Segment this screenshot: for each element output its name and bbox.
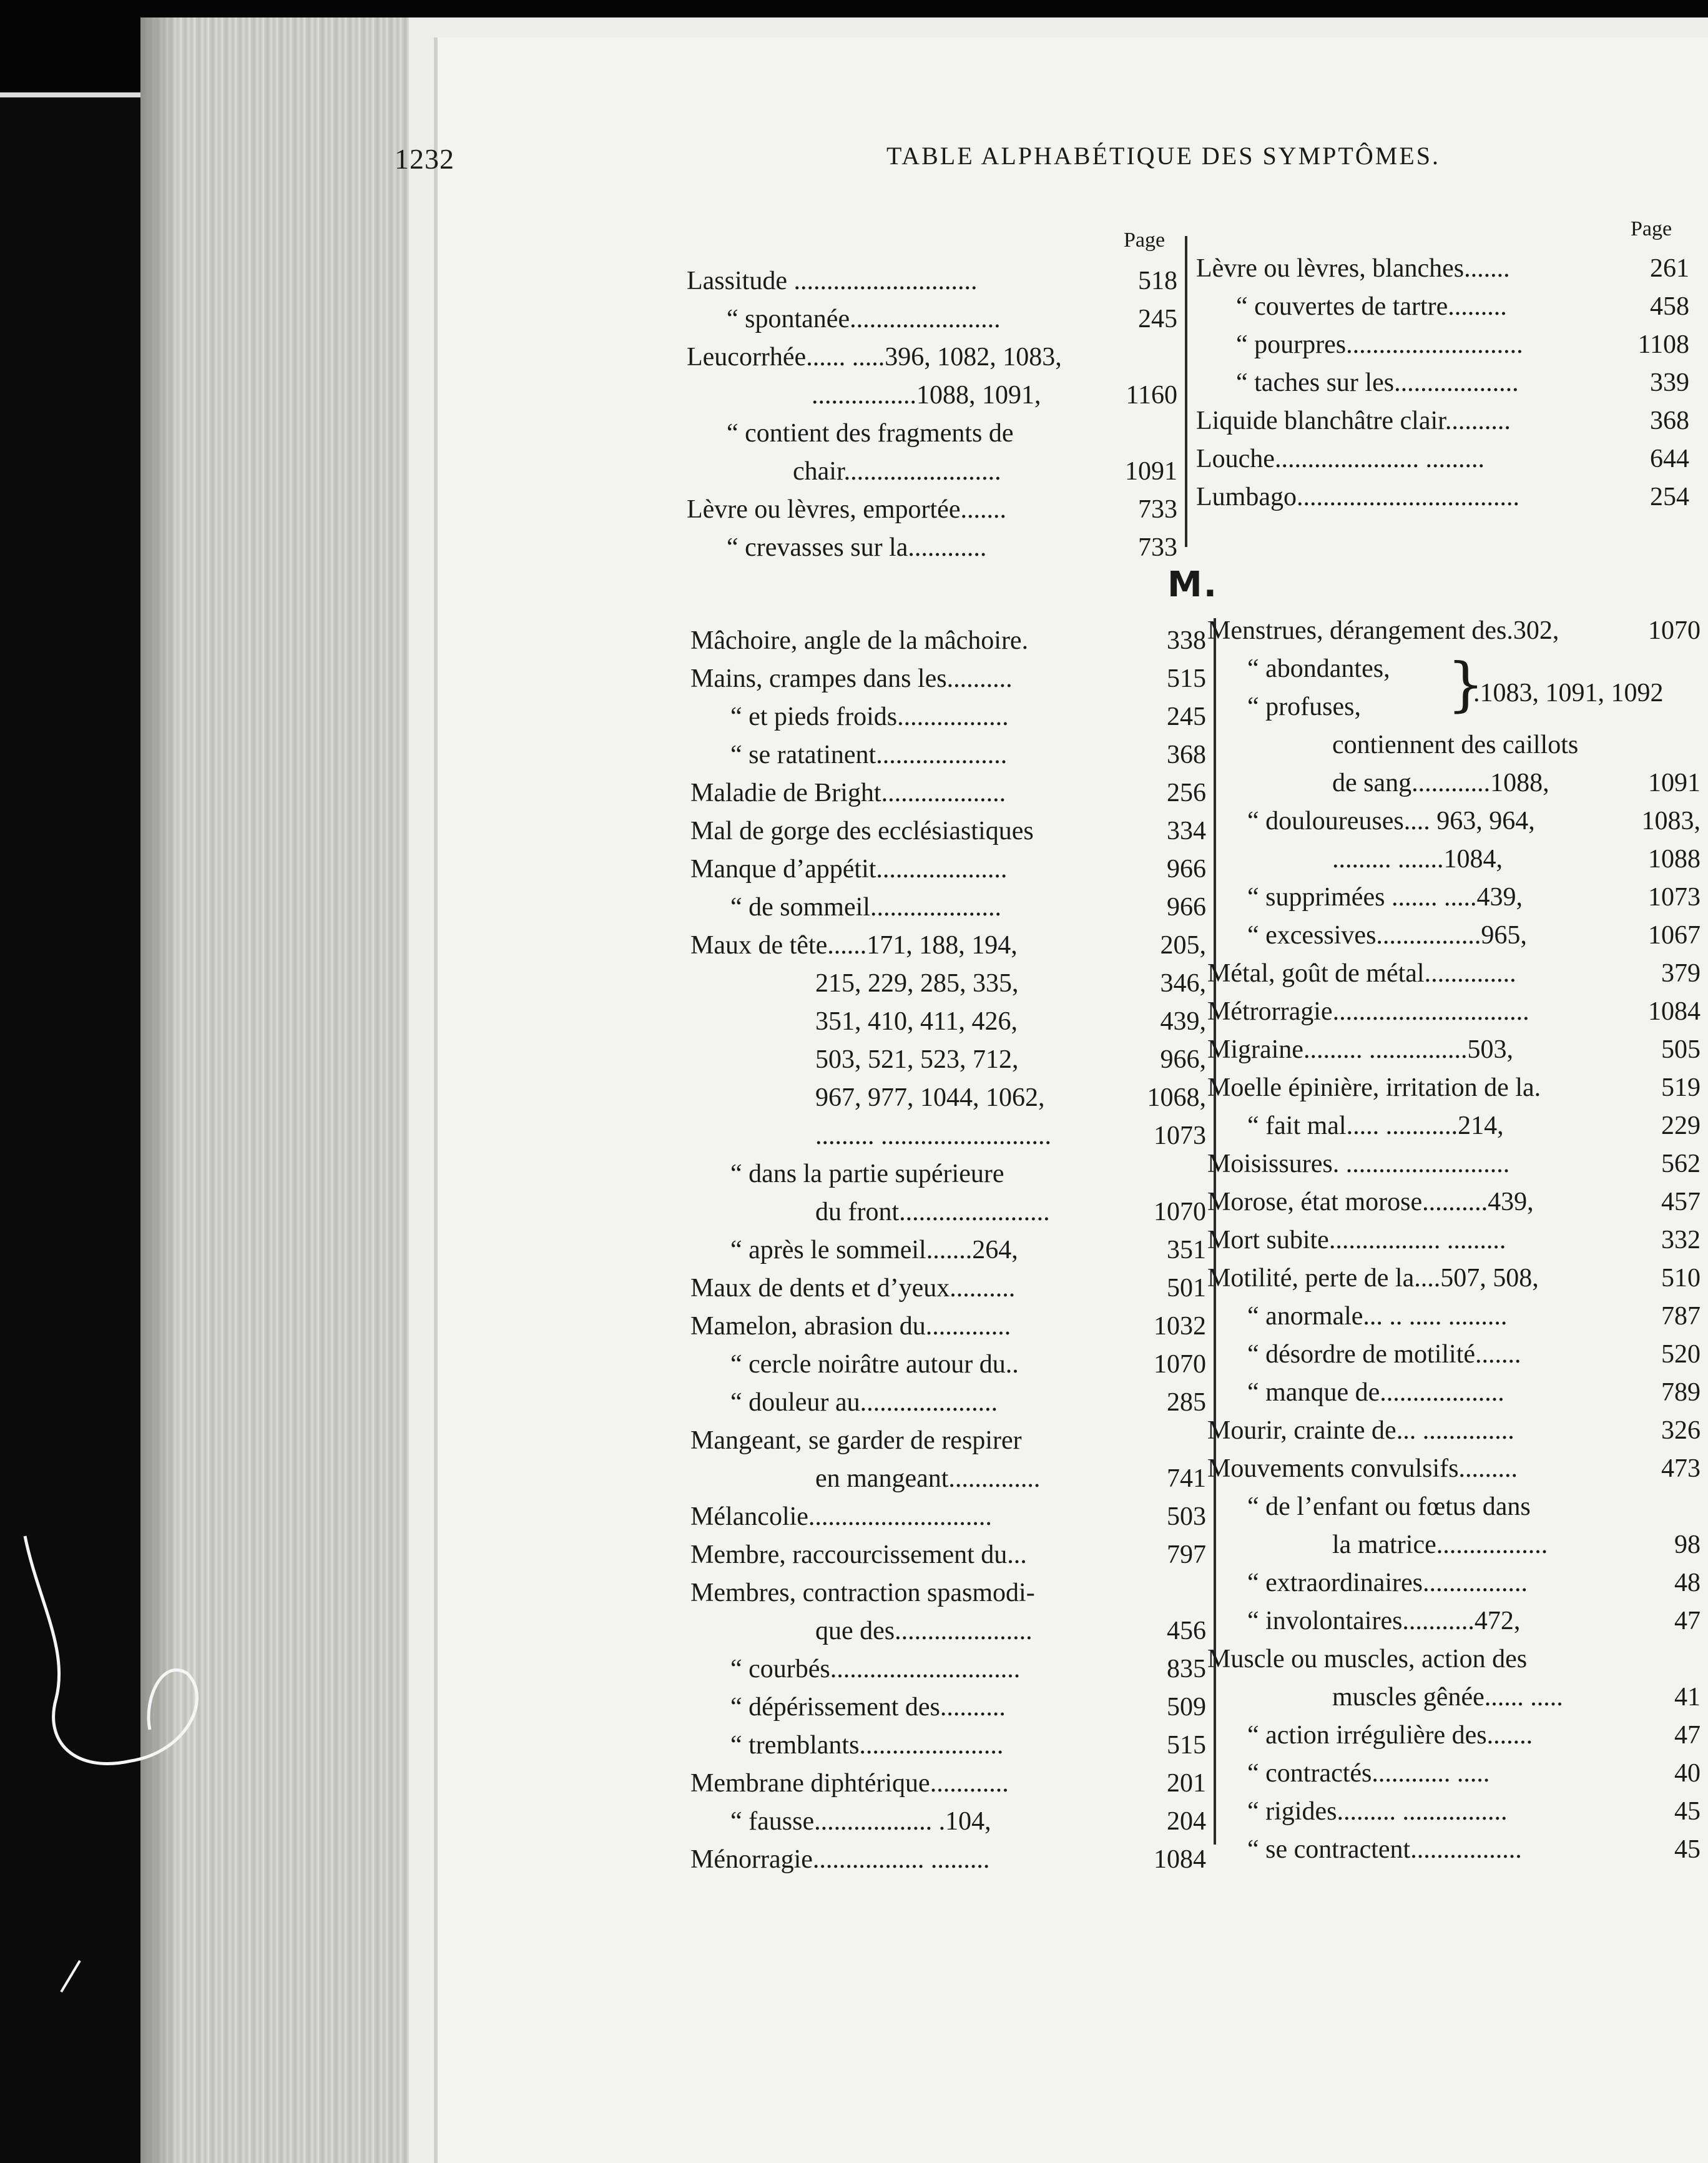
entry-page-number: 1070 [1154, 1350, 1206, 1379]
entry-page-number: 520 [1661, 1340, 1701, 1369]
entry-page-number: 789 [1661, 1378, 1701, 1407]
entry-page-number: 98 [1674, 1530, 1701, 1559]
entry-page-number: 966, [1160, 1045, 1206, 1074]
entry-term: Menstrues, dérangement des.302, [1207, 616, 1559, 645]
entry-term: muscles gênée...... ..... [1332, 1683, 1563, 1712]
column-heading-left: Page [1124, 229, 1166, 252]
entry-page-number: 741 [1167, 1464, 1206, 1493]
entry-page-number: 47 [1674, 1721, 1701, 1750]
entry-term: 503, 521, 523, 712, [815, 1045, 1019, 1074]
entry-term: “ dépérissement des.......... [730, 1693, 1006, 1722]
entry-page-number: 326 [1661, 1416, 1701, 1445]
entry-term: Morose, état morose..........439, [1207, 1188, 1534, 1216]
entry-term: 967, 977, 1044, 1062, [815, 1083, 1045, 1112]
entry-term: ......... .......1084, [1332, 845, 1503, 874]
entry-term: “ spontanée....................... [727, 305, 1001, 333]
entry-page-number: 458 [1650, 292, 1689, 321]
entry-term: Lèvre ou lèvres, emportée....... [687, 495, 1006, 524]
entry-page-number: 797 [1167, 1540, 1206, 1569]
entry-term: Liquide blanchâtre clair.......... [1196, 406, 1511, 435]
entry-page-number: 245 [1167, 702, 1206, 731]
entry-page-number: 332 [1661, 1226, 1701, 1254]
entry-page-number: 245 [1138, 305, 1177, 333]
entry-page-number: 256 [1167, 779, 1206, 807]
entry-term: Louche...................... ......... [1196, 445, 1485, 473]
entry-page-number: 45 [1674, 1835, 1701, 1864]
entry-term: Manque d’appétit.................... [690, 855, 1008, 884]
entry-page-number: 261 [1650, 254, 1689, 283]
entry-page-number: 439, [1160, 1007, 1206, 1036]
entry-term: “ rigides......... ................ [1247, 1797, 1508, 1826]
entry-page-number: 334 [1167, 817, 1206, 845]
entry-page-number: 254 [1650, 483, 1689, 511]
entry-term: “ contractés............ ..... [1247, 1759, 1490, 1788]
entry-term: la matrice................. [1332, 1530, 1548, 1559]
entry-page-number: 205, [1160, 931, 1206, 960]
entry-term: “ désordre de motilité....... [1247, 1340, 1521, 1369]
section-letter: M. [1167, 564, 1218, 605]
entry-term: Lèvre ou lèvres, blanches....... [1196, 254, 1510, 283]
entry-page-number: 456 [1167, 1617, 1206, 1645]
entry-term: Ménorragie................. ......... [690, 1845, 990, 1874]
entry-term: Mouvements convulsifs......... [1207, 1454, 1518, 1483]
entry-term: Métal, goût de métal.............. [1207, 959, 1516, 988]
entry-term: “ de sommeil.................... [730, 893, 1001, 922]
entry-term: de sang............1088, [1332, 769, 1549, 797]
entry-term: “ se ratatinent.................... [730, 741, 1008, 769]
entry-page-number: 562 [1661, 1150, 1701, 1178]
entry-term: “ et pieds froids................. [730, 702, 1009, 731]
entry-term: “ extraordinaires................ [1247, 1569, 1528, 1597]
entry-page-number: 505 [1661, 1035, 1701, 1064]
entry-page-number: 1068, [1147, 1083, 1206, 1112]
entry-term: “ contient des fragments de [727, 419, 1014, 448]
entry-term: Membrane diphtérique............ [690, 1769, 1009, 1798]
entry-term: “ pourpres........................... [1236, 330, 1523, 359]
entry-page-number: 45 [1674, 1797, 1701, 1826]
entry-page-number: 339 [1650, 368, 1689, 397]
entry-term: “ après le sommeil.......264, [730, 1236, 1018, 1264]
entry-page-number: 473 [1661, 1454, 1701, 1483]
running-head: TABLE ALPHABÉTIQUE DES SYMPTÔMES. [886, 142, 1440, 170]
entry-term: “ cercle noirâtre autour du.. [730, 1350, 1019, 1379]
entry-term: “ douloureuses.... 963, 964, [1247, 807, 1535, 835]
entry-page-number: 501 [1167, 1274, 1206, 1303]
entry-term: Mâchoire, angle de la mâchoire. [690, 626, 1029, 655]
entry-term: Migraine......... ...............503, [1207, 1035, 1513, 1064]
entry-term: Métrorragie.............................. [1207, 997, 1529, 1026]
entry-term: “ action irrégulière des....... [1247, 1721, 1533, 1750]
entry-page-number: 644 [1650, 445, 1689, 473]
entry-page-number: 201 [1167, 1769, 1206, 1798]
entry-term: 351, 410, 411, 426, [815, 1007, 1018, 1036]
entry-term: “ profuses, [1247, 692, 1361, 721]
entry-term: “ courbés............................. [730, 1655, 1021, 1683]
entry-term: Mangeant, se garder de respirer [690, 1426, 1022, 1455]
entry-term: Lumbago.................................. [1196, 483, 1519, 511]
entry-term: Mourir, crainte de... .............. [1207, 1416, 1514, 1445]
entry-page-number: 40 [1674, 1759, 1701, 1788]
entry-term: Mal de gorge des ecclésiastiques [690, 817, 1034, 845]
entry-page-number: 346, [1160, 969, 1206, 998]
entry-page-number: 285 [1167, 1388, 1206, 1417]
entry-term: “ dans la partie supérieure [730, 1160, 1004, 1188]
entry-page-number: 966 [1167, 893, 1206, 922]
entry-term: Moisissures. ......................... [1207, 1150, 1510, 1178]
entry-term: “ fait mal..... ...........214, [1247, 1111, 1504, 1140]
entry-term: Muscle ou muscles, action des [1207, 1645, 1528, 1673]
entry-page-number: 1070 [1648, 616, 1701, 645]
entry-page-number: 503 [1167, 1502, 1206, 1531]
entry-term: “ abondantes, [1247, 654, 1390, 683]
entry-term: Mains, crampes dans les.......... [690, 664, 1013, 693]
entry-term: Mamelon, abrasion du............. [690, 1312, 1011, 1341]
entry-page-number: 518 [1138, 267, 1177, 295]
entry-page-number: 1091 [1648, 769, 1701, 797]
entry-page-number: 47 [1674, 1607, 1701, 1635]
entry-page-number: 835 [1167, 1655, 1206, 1683]
entry-page-number: 733 [1138, 533, 1177, 562]
entry-term: “ fausse.................. .104, [730, 1807, 991, 1836]
entry-term: “ tremblants...................... [730, 1731, 1004, 1760]
entry-term: ......... .......................... [815, 1121, 1051, 1150]
entry-term: en mangeant.............. [815, 1464, 1041, 1493]
entry-term: “ crevasses sur la............ [727, 533, 987, 562]
entry-page-number: 509 [1167, 1693, 1206, 1722]
entry-term: Mélancolie............................ [690, 1502, 992, 1531]
brace-pages: .1083, 1091, 1092 [1473, 679, 1664, 707]
entry-page-number: 966 [1167, 855, 1206, 884]
entry-term: Lassitude ............................ [687, 267, 978, 295]
entry-term: “ involontaires...........472, [1247, 1607, 1521, 1635]
entry-page-number: 338 [1167, 626, 1206, 655]
entry-page-number: 515 [1167, 1731, 1206, 1760]
entry-page-number: 368 [1650, 406, 1689, 435]
entry-term: contiennent des caillots [1332, 731, 1579, 759]
entry-term: “ douleur au..................... [730, 1388, 998, 1417]
entry-page-number: 457 [1661, 1188, 1701, 1216]
entry-page-number: 1083, [1641, 807, 1701, 835]
entry-term: Maux de dents et d’yeux.......... [690, 1274, 1016, 1303]
entry-page-number: 1160 [1126, 381, 1177, 410]
entry-term: Membre, raccourcissement du... [690, 1540, 1027, 1569]
entry-page-number: 1032 [1154, 1312, 1206, 1341]
entry-page-number: 515 [1167, 664, 1206, 693]
entry-term: Mort subite................. ......... [1207, 1226, 1506, 1254]
entry-term: “ manque de................... [1247, 1378, 1504, 1407]
entry-term: Maux de tête......171, 188, 194, [690, 931, 1018, 960]
entry-page-number: 1067 [1648, 921, 1701, 950]
entry-page-number: 1073 [1648, 883, 1701, 912]
entry-term: “ anormale... .. ..... ......... [1247, 1302, 1508, 1331]
entry-page-number: 1084 [1648, 997, 1701, 1026]
entry-page-number: 787 [1661, 1302, 1701, 1331]
entry-page-number: 510 [1661, 1264, 1701, 1293]
entry-term: 215, 229, 285, 335, [815, 969, 1019, 998]
entry-term: “ supprimées ....... .....439, [1247, 883, 1523, 912]
entry-page-number: 368 [1167, 741, 1206, 769]
entry-term: ................1088, 1091, [812, 381, 1041, 410]
entry-page-number: 733 [1138, 495, 1177, 524]
entry-term: “ taches sur les................... [1236, 368, 1519, 397]
entry-term: Membres, contraction spasmodi- [690, 1579, 1035, 1607]
entry-page-number: 379 [1661, 959, 1701, 988]
entry-term: Moelle épinière, irritation de la. [1207, 1073, 1541, 1102]
entry-term: “ excessives................965, [1247, 921, 1527, 950]
entry-page-number: 351 [1167, 1236, 1206, 1264]
entry-term: que des..................... [815, 1617, 1033, 1645]
entry-page-number: 1073 [1154, 1121, 1206, 1150]
entry-page-number: 519 [1661, 1073, 1701, 1102]
entry-term: Motilité, perte de la....507, 508, [1207, 1264, 1539, 1293]
column-heading-right: Page [1631, 217, 1672, 240]
entry-term: “ couvertes de tartre......... [1236, 292, 1507, 321]
entry-page-number: 1091 [1125, 457, 1177, 486]
entry-term: Leucorrhée...... .....396, 1082, 1083, [687, 343, 1062, 372]
entry-term: chair........................ [793, 457, 1001, 486]
entry-page-number: 48 [1674, 1569, 1701, 1597]
entry-page-number: 1108 [1637, 330, 1689, 359]
entry-term: “ de l’enfant ou fœtus dans [1247, 1492, 1531, 1521]
entry-page-number: 1088 [1648, 845, 1701, 874]
entry-page-number: 41 [1674, 1683, 1701, 1712]
entry-term: “ se contractent................. [1247, 1835, 1522, 1864]
entry-page-number: 1084 [1154, 1845, 1206, 1874]
entry-term: Maladie de Bright................... [690, 779, 1006, 807]
entry-term: du front....................... [815, 1198, 1050, 1226]
page-number: 1232 [395, 143, 454, 175]
entry-page-number: 229 [1661, 1111, 1701, 1140]
entry-page-number: 204 [1167, 1807, 1206, 1836]
entry-page-number: 1070 [1154, 1198, 1206, 1226]
brace-symbol: } [1447, 651, 1485, 719]
